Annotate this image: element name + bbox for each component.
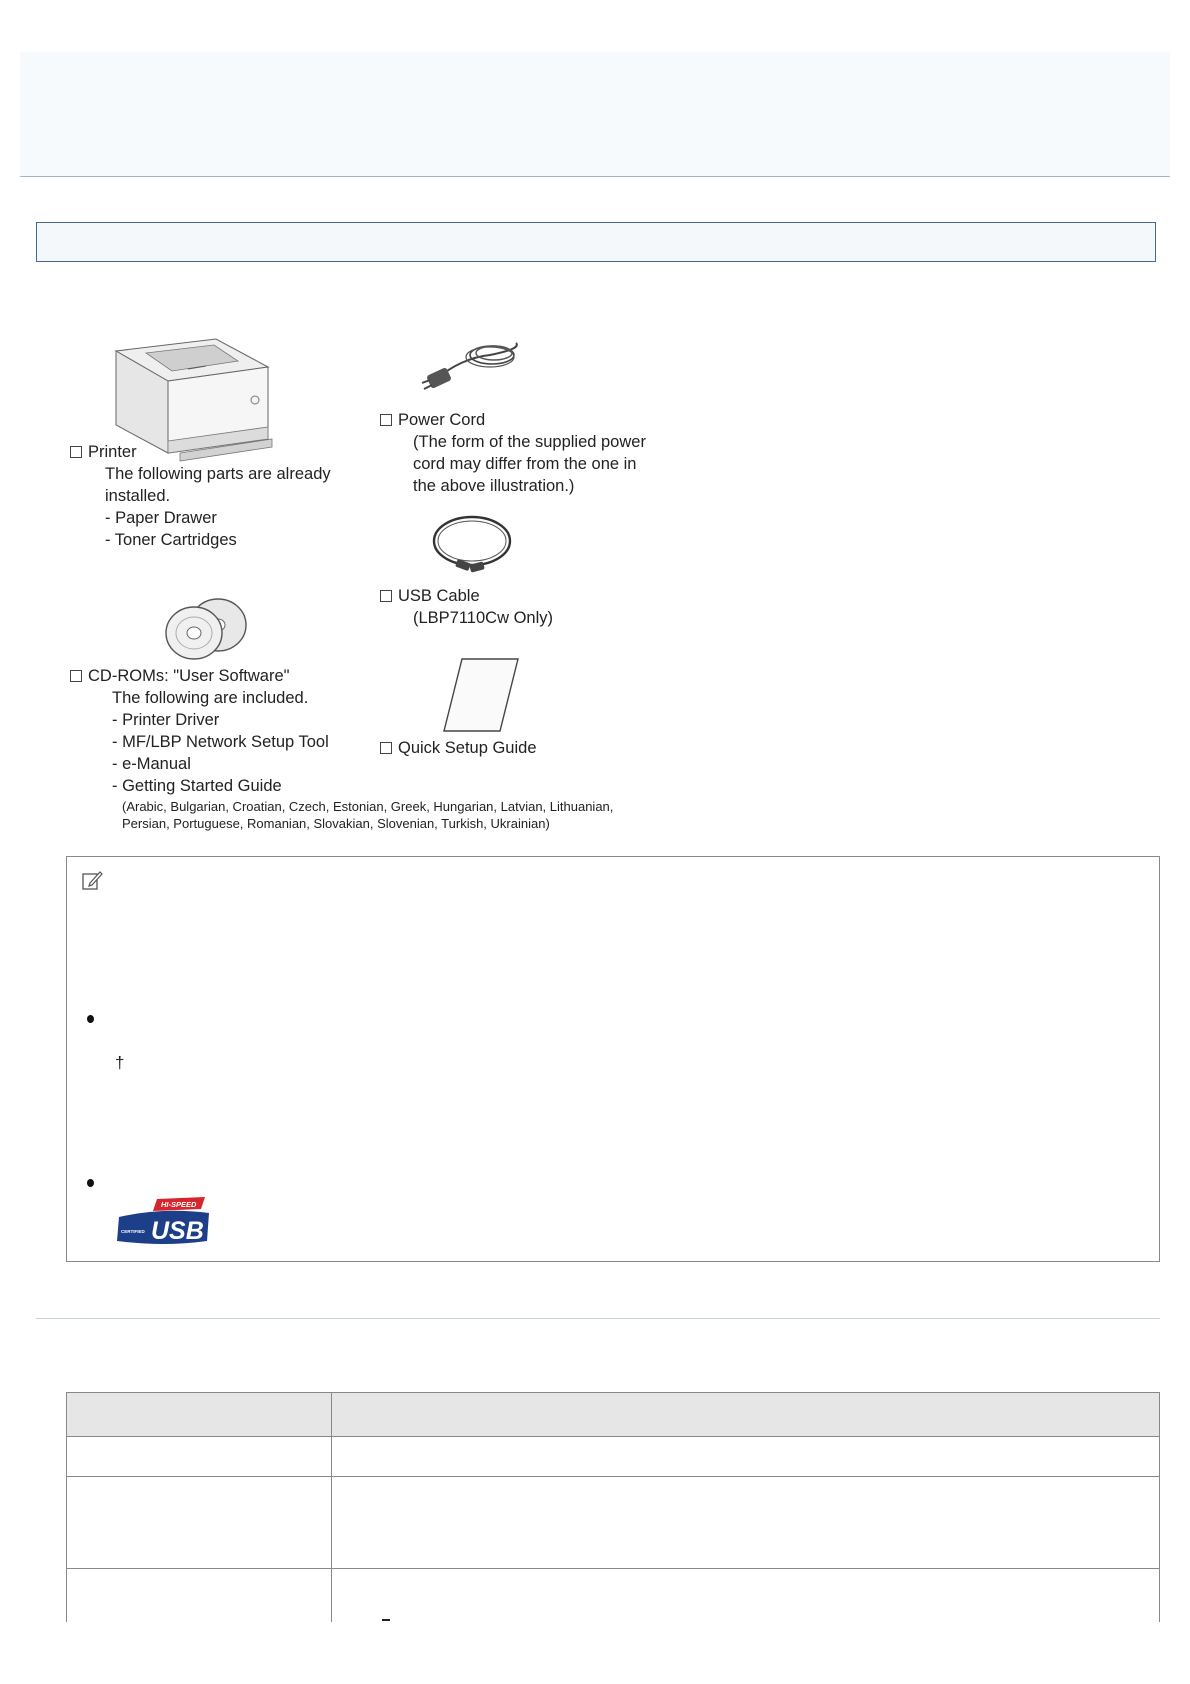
checkbox-icon xyxy=(70,446,82,458)
cd-roms-item xyxy=(70,665,290,687)
table-header-row xyxy=(67,1393,1160,1437)
table-cell xyxy=(332,1437,1160,1477)
svg-text:HI-SPEED: HI-SPEED xyxy=(161,1200,197,1209)
checkbox-icon xyxy=(380,590,392,602)
printer-label: Printer xyxy=(88,443,137,461)
cd-roms-content-item: - MF/LBP Network Setup Tool xyxy=(112,733,329,751)
cd-rom-image xyxy=(160,597,250,661)
usb-cable-label: USB Cable xyxy=(398,587,480,605)
cd-roms-content-item: - e-Manual xyxy=(112,755,191,773)
cd-roms-content-item: - Printer Driver xyxy=(112,711,220,729)
dagger-mark: † xyxy=(115,1053,125,1072)
page-cut-off xyxy=(0,1622,1190,1684)
checkbox-icon xyxy=(380,742,392,754)
usb-cable-item xyxy=(380,585,480,607)
printer-item xyxy=(70,441,137,463)
power-cord-image xyxy=(420,337,530,401)
checkbox-icon xyxy=(380,414,392,426)
usb-cable-note: (LBP7110Cw Only) xyxy=(413,609,554,627)
quick-setup-guide-label: Quick Setup Guide xyxy=(398,739,537,757)
section-title-box xyxy=(36,222,1156,262)
power-cord-item xyxy=(380,409,485,431)
power-cord-note-line: the above illustration.) xyxy=(413,477,575,495)
package-contents-illustration xyxy=(70,335,710,835)
bullet-icon xyxy=(87,1015,94,1023)
cd-roms-content-item: - Getting Started Guide xyxy=(112,777,282,795)
table-cell xyxy=(67,1437,332,1477)
note-box xyxy=(66,856,1160,1262)
printer-part-item: - Paper Drawer xyxy=(105,509,217,527)
cd-roms-label: CD-ROMs: "User Software" xyxy=(88,667,290,685)
table-header-cell xyxy=(67,1393,332,1437)
checkbox-icon xyxy=(70,670,82,682)
power-cord-note-line: (The form of the supplied power xyxy=(413,433,646,451)
power-cord-label: Power Cord xyxy=(398,411,486,429)
note-pencil-icon xyxy=(81,869,103,891)
table-cell xyxy=(67,1477,332,1569)
svg-text:USB: USB xyxy=(151,1217,204,1245)
cd-roms-note-line: The following are included. xyxy=(112,689,309,707)
table-cell xyxy=(332,1477,1160,1569)
bullet-icon xyxy=(87,1179,94,1187)
printer-note-line: The following parts are already xyxy=(105,465,331,483)
table-row xyxy=(67,1437,1160,1477)
svg-text:CERTIFIED: CERTIFIED xyxy=(121,1229,145,1234)
printer-note-line: installed. xyxy=(105,487,171,505)
table-header-cell xyxy=(332,1393,1160,1437)
page-header-band xyxy=(20,52,1170,177)
dash-mark xyxy=(382,1619,390,1621)
quick-setup-guide-item xyxy=(380,737,537,759)
quick-setup-guide-image xyxy=(436,655,522,735)
cd-roms-languages-line: Persian, Portuguese, Romanian, Slovakian, Slovenian, Turkish, Ukrainian) xyxy=(122,816,550,831)
usb-cable-image xyxy=(426,511,516,581)
section-separator xyxy=(36,1318,1160,1319)
hi-speed-usb-logo xyxy=(113,1193,213,1247)
cd-roms-languages-line: (Arabic, Bulgarian, Croatian, Czech, Estonian, Greek, Hungarian, Latvian, Lithuanian, xyxy=(122,799,614,814)
table-row xyxy=(67,1477,1160,1569)
power-cord-note-line: cord may differ from the one in xyxy=(413,455,637,473)
printer-part-item: - Toner Cartridges xyxy=(105,531,237,549)
